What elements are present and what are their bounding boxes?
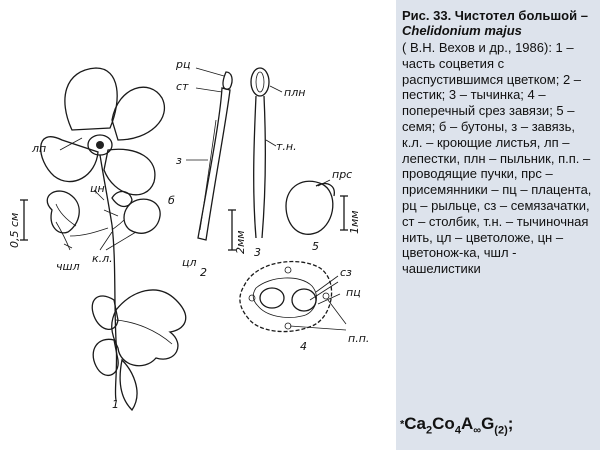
label-pln: плн bbox=[284, 86, 306, 99]
formula-star: * bbox=[400, 418, 405, 431]
flower-formula bbox=[400, 414, 513, 435]
label-tsn: цн bbox=[90, 182, 105, 195]
formula-co: Co bbox=[432, 414, 455, 433]
formula-tail: ; bbox=[507, 414, 514, 433]
label-tsl: цл bbox=[182, 256, 197, 269]
label-scale-2mm: 2мм bbox=[234, 230, 247, 254]
caption-panel bbox=[396, 0, 600, 450]
label-fig3: 3 bbox=[254, 246, 261, 259]
label-fig5: 5 bbox=[312, 240, 319, 253]
figure-3-stamen bbox=[251, 68, 282, 238]
formula-co-sub: 4 bbox=[454, 424, 461, 437]
label-lp: лп bbox=[32, 142, 47, 155]
label-rts: рц bbox=[176, 58, 191, 71]
label-scale-05cm: 0,5 см bbox=[8, 212, 21, 248]
formula-ca: Ca bbox=[404, 414, 427, 433]
label-pts: пц bbox=[346, 286, 361, 299]
caption-title-text: Рис. 33. Чистотел большой – bbox=[402, 8, 588, 23]
label-fig4: 4 bbox=[300, 340, 307, 353]
label-kl: к.л. bbox=[92, 252, 113, 265]
figure-labels bbox=[8, 58, 369, 411]
label-fig1: 1 bbox=[112, 398, 119, 411]
caption-body: ( В.Н. Вехов и др., 1986): 1 – часть соцветия с распустившимся цветком; 2 – пестик; 3 – тычинка; 4 – поперечный срез завязи; 5 – семя; б – бутоны, з – завязь, к.л. – кроющие листья, лп – лепестки, плн – пыльник, п.п. – проводящие пучки, прс – присемянники – пц – плацента, рц – рыльце, сз – семязачатки, ст – столбик, т.н. – тычиночная нить, цл – цветоложе, цн – цветонож-ка, чшл - чашелистики bbox=[402, 40, 592, 277]
label-pp: п.п. bbox=[348, 332, 370, 345]
figure-5-seed bbox=[286, 180, 348, 234]
label-tn: т.н. bbox=[276, 140, 297, 153]
label-prs: прс bbox=[332, 168, 353, 181]
figure-4-ovary-section bbox=[240, 262, 346, 332]
formula-a: A bbox=[460, 414, 474, 433]
label-sz: сз bbox=[340, 266, 352, 279]
figure-1-flowering-shoot bbox=[20, 68, 186, 410]
formula-a-sub: ∞ bbox=[473, 424, 482, 437]
label-scale-1mm: 1мм bbox=[348, 210, 361, 234]
formula-g: G bbox=[481, 414, 495, 433]
label-st: ст bbox=[176, 80, 189, 93]
label-chshl: чшл bbox=[56, 260, 80, 273]
formula-g-sub: (2) bbox=[494, 424, 508, 437]
label-fig2: 2 bbox=[200, 266, 207, 279]
label-z: з bbox=[176, 154, 182, 167]
caption-title bbox=[402, 8, 594, 38]
formula-ca-sub: 2 bbox=[426, 424, 433, 437]
caption-species: Chelidonium majus bbox=[402, 23, 522, 38]
label-b: б bbox=[168, 194, 175, 207]
figure-2-pistil bbox=[186, 68, 236, 250]
